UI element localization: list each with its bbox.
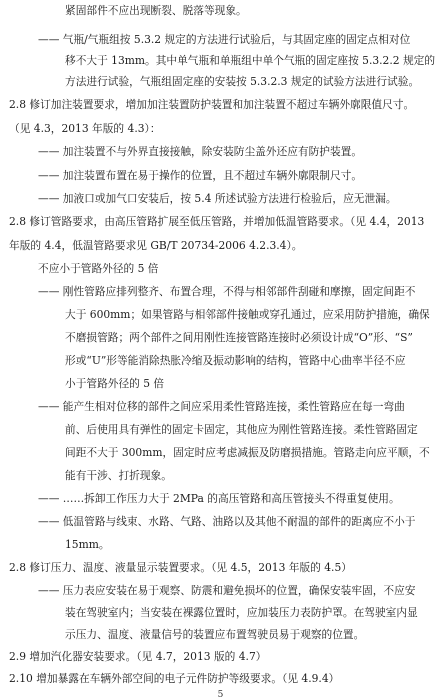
text-line: 装在驾驶室内；当安装在裸露位置时，应加装压力表防护罩。在驾驶室内显 [65,606,418,619]
section-heading: 2.10 增加暴露在车辆外部空间的电子元件防护等级要求。（见 4.9.4） [9,672,340,685]
text-line: —— 能产生相对位移的部件之间应采用柔性管路连接，柔性管路应在每一弯曲 [38,400,405,413]
text-line: 紧固部件不应出现断裂、脱落等现象。 [65,4,247,17]
section-heading: 2.8 修订压力、温度、液量显示装置要求。（见 4.5，2013 年版的 4.5） [9,561,352,574]
text-line: —— 加注装置布置在易于操作的位置，且不超过车辆外廓限制尺寸。 [38,169,363,182]
text-line: 大于 600mm；如果管路与相邻部件接触或穿孔通过，应采用防护措施，确保 [65,308,430,321]
text-line: 能有干涉、打折现象。 [65,469,172,482]
text-line: 不磨损管路；两个部件之间用刚性连接管路连接时必须设计成“O”形、“S” [65,331,413,344]
text-line: —— 刚性管路应排列整齐、布置合理，不得与相邻部件刮碰和摩擦，固定间距不 [38,285,416,298]
text-line: 示压力、温度、液量信号的装置应布置驾驶员易于观察的位置。 [65,628,365,641]
text-line: 方法进行试验，气瓶组固定座的安装按 5.3.2.3 规定的试验方法进行试验。 [65,75,420,88]
text-line: 15mm。 [65,538,110,551]
text-line: 形或“U”形等能消除热胀冷缩及振动影响的结构，管路中心曲率半径不应 [65,354,406,367]
text-line: —— ……拆卸工作压力大于 2MPa 的高压管路和高压管接头不得重复使用。 [38,492,400,505]
text-line: —— 低温管路与线束、水路、气路、油路以及其他不耐温的部件的距离应不小于 [38,515,416,528]
text-line: —— 加液口或加气口安装后，按 5.4 所述试验方法进行检验后，应无泄漏。 [38,192,397,205]
text-line: 移不大于 13mm。其中单气瓶和单瓶组中单个气瓶的固定座按 5.3.2.2 规定的 [65,54,436,67]
text-line: 间距不大于 300mm，固定时应考虑减振及防磨损措施。管路走向应平顺，不 [65,446,430,459]
text-line: 年版的 4.4，低温管路要求见 GB/T 20734-2006 4.2.3.4）。 [9,239,303,252]
section-heading: 2.8 修订加注装置要求，增加加注装置防护装置和加注装置不超过车辆外廓限值尺寸。 [9,98,415,111]
text-line: —— 压力表应安装在易于观察、防震和避免损坏的位置，确保安装牢固，不应安 [38,584,416,597]
text-line: 前、后使用具有弹性的固定卡固定，其他应为刚性管路连接。柔性管路固定 [65,423,418,436]
section-heading: 2.9 增加汽化器安装要求。（见 4.7，2013 版的 4.7） [9,650,267,663]
text-line: 小于管路外径的 5 倍 [65,377,165,390]
text-line: —— 气瓶/气瓶组按 5.3.2 规定的方法进行试验后，与其固定座的固定点相对位 [38,33,411,46]
page-number: 5 [217,690,224,700]
text-line: 不应小于管路外径的 5 倍 [38,262,159,275]
text-line: —— 加注装置不与外界直接接触，除安装防尘盖外还应有防护装置。 [38,145,363,158]
section-heading: 2.8 修订管路要求，由高压管路扩展至低压管路，并增加低温管路要求。（见 4.4，2013 [9,215,425,228]
text-line: （见 4.3，2013 年版的 4.3）： [9,122,161,135]
